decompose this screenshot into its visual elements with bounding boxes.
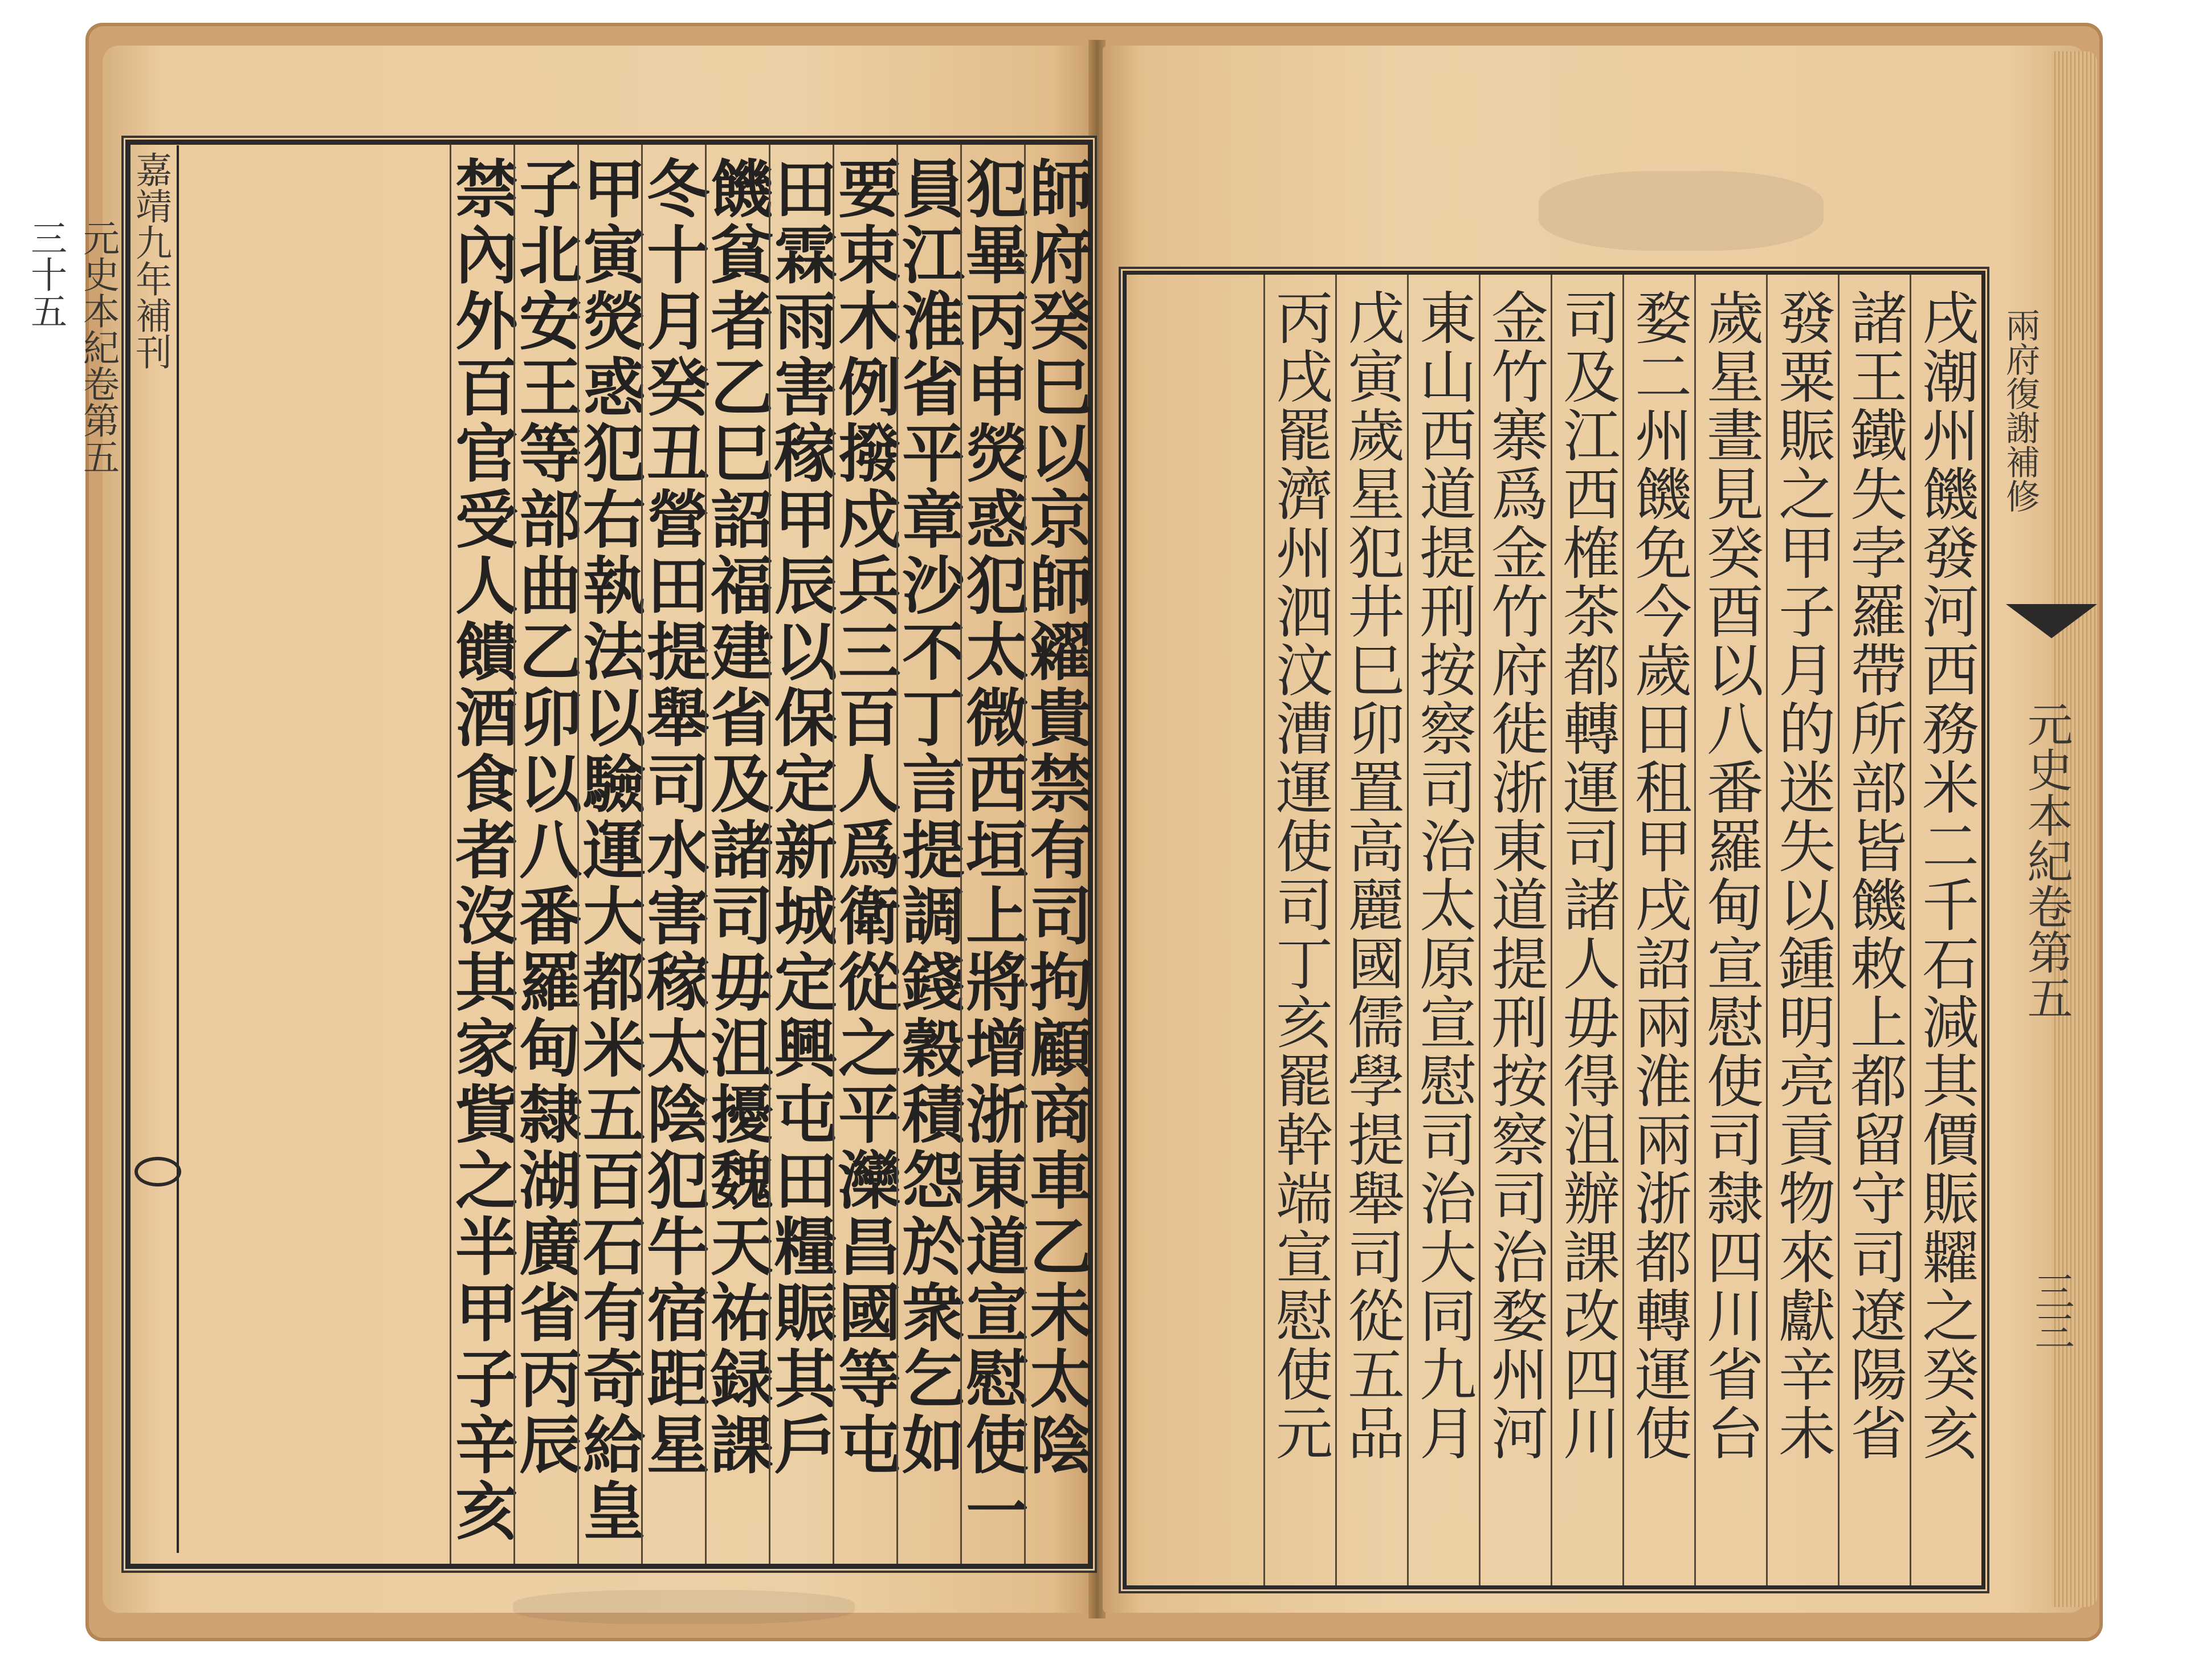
- right-corner-label: 兩府復謝補修: [2000, 308, 2040, 513]
- paper-stain: [513, 1590, 855, 1624]
- left-column-7: 冬十月癸丑營田提舉司水害稼太陰犯牛宿距星: [641, 145, 705, 1564]
- right-margin-title: 元史本紀卷第五: [2020, 701, 2073, 1020]
- right-column-2: 諸王鐵失孛羅帶所部皆饑敕上都留守司遼陽省: [1838, 275, 1910, 1585]
- left-banner-line-1: 嘉靖九年補刊: [129, 151, 172, 370]
- left-column-6: 饑貧者乙巳詔福建省及諸司毋沮擾魏天祐録課: [705, 145, 769, 1564]
- right-column-1: 戌潮州饑發河西務米二千石減其價賑糶之癸亥: [1910, 275, 1981, 1585]
- right-column-4: 歲星晝見癸酉以八番羅甸宣慰使司隸四川省台: [1694, 275, 1766, 1585]
- left-text-frame: [125, 140, 1093, 1569]
- left-banner-page-number: 三十五: [25, 219, 67, 329]
- left-column-2: 犯畢丙申熒惑犯太微西垣上將增浙東道宣慰使一: [960, 145, 1024, 1564]
- left-column-4: 要束木例撥戍兵三百人爲衛從之平灤昌國等屯: [833, 145, 896, 1564]
- right-text-frame: [1123, 271, 1985, 1589]
- right-text-columns: [1127, 275, 1981, 1585]
- left-fish-tail-mark: [134, 1157, 181, 1186]
- right-page-number: 三三: [2028, 1271, 2075, 1351]
- right-column-5: 婺二州饑免今歲田租甲戌詔兩淮兩浙都轉運使: [1622, 275, 1694, 1585]
- left-column-3: 員江淮省平章沙不丁言提調錢穀積怨於衆乞如: [896, 145, 960, 1564]
- right-column-8: 東山西道提刑按察司治太原宣慰司治大同九月: [1407, 275, 1479, 1585]
- left-banner-line-2: 元史本紀卷第五: [77, 219, 119, 475]
- left-column-1: 師府癸巳以京師糴貴禁有司拘顧商車乙未太陰: [1024, 145, 1088, 1564]
- left-margin-banner: [25, 145, 179, 1553]
- left-text-columns: [185, 145, 1093, 1564]
- right-column-3: 發粟賑之甲子月的迷失以鍾明亮貢物來獻辛未: [1766, 275, 1838, 1585]
- right-column-7: 金竹寨爲金竹府徙浙東道提刑按察司治婺州河: [1479, 275, 1551, 1585]
- left-column-9: 子北安王等部曲乙卯以八番羅甸隸湖廣省丙辰: [513, 145, 577, 1564]
- right-column-10: 丙戌罷濟州泗汶漕運使司丁亥罷幹端宣慰使元: [1263, 275, 1335, 1585]
- left-column-5: 田霖雨害稼甲辰以保定新城定興屯田糧賑其戶: [769, 145, 833, 1564]
- left-column-10: 禁內外百官受人饋酒食者沒其家貲之半甲子辛亥: [450, 145, 513, 1564]
- right-column-6: 司及江西榷茶都轉運司諸人毋得沮辦課改四川: [1551, 275, 1622, 1585]
- left-column-8: 甲寅熒惑犯右執法以驗運大都米五百石有奇給皇: [577, 145, 641, 1564]
- right-fish-tail-mark: [2006, 604, 2097, 638]
- right-column-9: 戊寅歲星犯井巳卯置高麗國儒學提舉司從五品: [1335, 275, 1407, 1585]
- paper-stain: [1539, 171, 1824, 251]
